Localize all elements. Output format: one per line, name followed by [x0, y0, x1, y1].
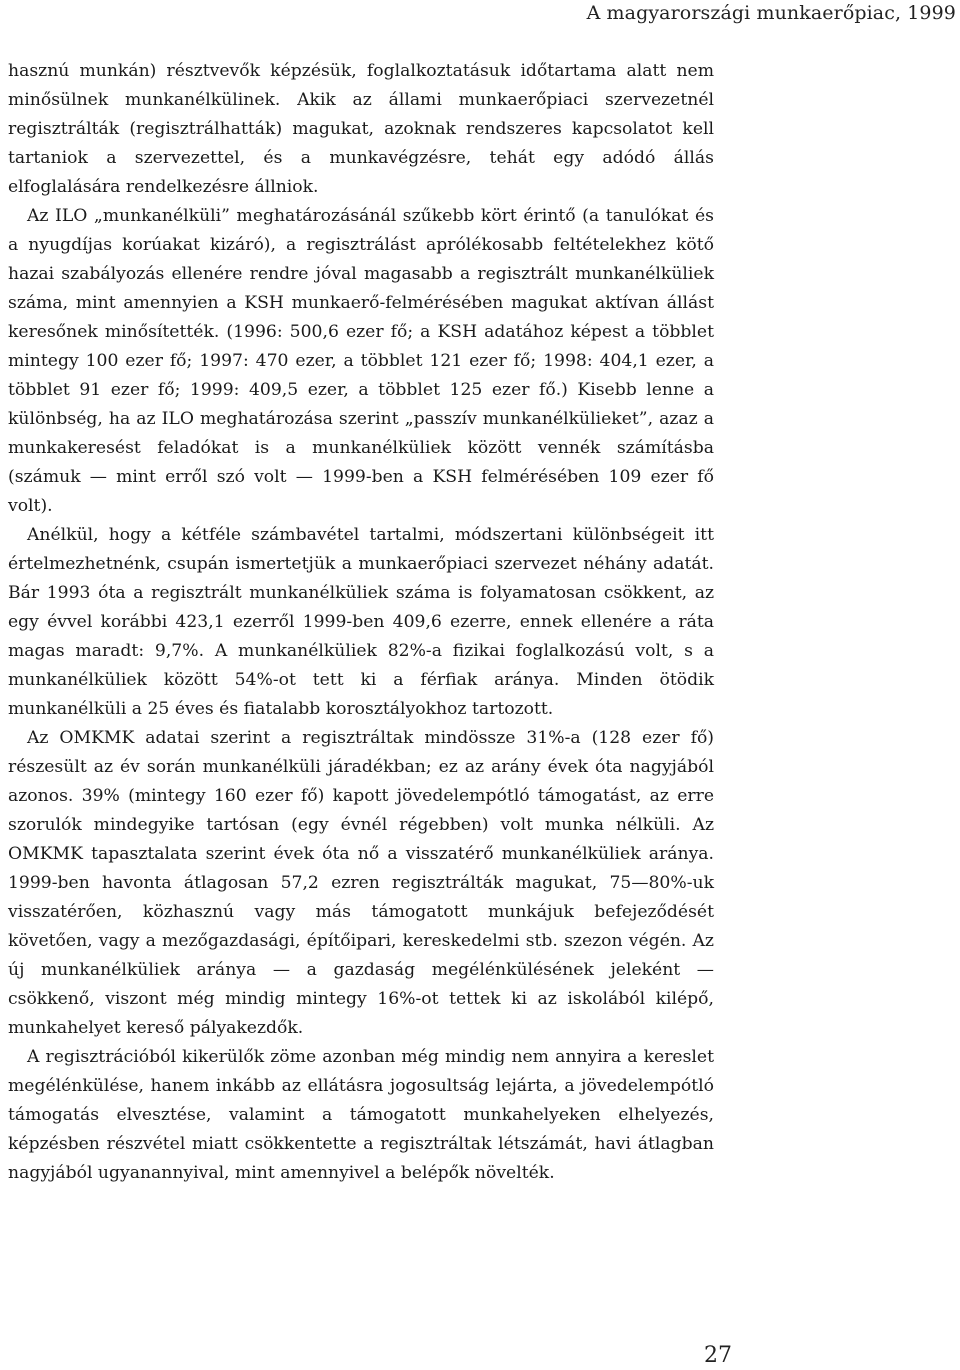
body-text — [8, 57, 714, 1188]
paragraph-omkmk-data: Az OMKMK adatai szerint a regisztráltak mindössze 31%-a (128 ezer fő) részesült az év során munkanélküli járadékban; ez az arány évek óta nagyjából azonos. 39% (mintegy 160 ezer fő) kapott jövedelempótló támogatást, az erre szorulók mindegyike tartósan (egy évnél régebben) volt munka nélküli. Az OMKMK tapasztalata szerint évek óta nő a visszatérő munkanélküliek aránya. 1999-ben havonta átlagosan 57,2 ezren regisztrálták magukat, 75—80%-uk visszatérően, közhasznú vagy más támogatott munkájuk befejeződését követően, vagy a mezőgazdasági, építőipari, kereskedelmi stb. szezon végén. Az új munkanélküliek aránya — a gazdaság megélénkülésének jeleként — csökkenő, viszont még mindig mintegy 16%-ot tettek ki az iskolából kilépő, munkahelyet kereső pályakezdők. — [8, 728, 714, 1038]
page-number: 27 — [704, 1343, 732, 1368]
paragraph-continuation: hasznú munkán) résztvevők képzésük, foglalkoztatásuk időtartama alatt nem minősülnek munkanélkülinek. Akik az állami munkaerőpiaci szervezetnél regisztrálták (regisztrálhatták) magukat, azoknak rendszeres kapcsolatot kell tartaniok a szervezettel, és a munkavégzésre, tehát egy adódó állás elfoglalására rendelkezésre állniok. — [8, 61, 714, 197]
paragraph-registration-data: Anélkül, hogy a kétféle számbavétel tartalmi, módszertani különbségeit itt értelmezhetnénk, csupán ismertetjük a munkaerőpiaci szervezet néhány adatát. Bár 1993 óta a regisztrált munkanélküliek száma is folyamatosan csökkent, az egy évvel korábbi 423,1 ezerről 1999-ben 409,6 ezerre, ennek ellenére a ráta magas maradt: 9,7%. A munkanélküliek 82%-a fizikai foglalkozású volt, s a munkanélküliek között 54%-ot tett ki a férfiak aránya. Minden ötödik munkanélküli a 25 éves és fiatalabb korosztályokhoz tartozott. — [8, 525, 714, 719]
paragraph-ilo-definition: Az ILO „munkanélküli” meghatározásánál szűkebb kört érintő (a tanulókat és a nyugdíjas korúakat kizáró), a regisztrálást aprólékosabb feltételekhez kötő hazai szabályozás ellenére rendre jóval magasabb a regisztrált munkanélküliek száma, mint amennyien a KSH munkaerő-felmérésében magukat aktívan állást keresőnek minősítették. (1996: 500,6 ezer fő; a KSH adatához képest a többlet mintegy 100 ezer fő; 1997: 470 ezer, a többlet 121 ezer fő; 1998: 404,1 ezer, a többlet 91 ezer fő; 1999: 409,5 ezer, a többlet 125 ezer fő.) Kisebb lenne a különbség, ha az ILO meghatározása szerint „passzív munkanélkülieket”, azaz a munkakeresést feladókat is a munkanélküliek között vennék számításba (számuk — mint erről szó volt — 1999-ben a KSH felmérésében 109 ezer fő volt). — [8, 206, 714, 516]
paragraph-exits: A regisztrációból kikerülők zöme azonban még mindig nem annyira a kereslet megélénkülése, hanem inkább az ellátásra jogosultság lejárta, a jövedelempótló támogatás elvesztése, valamint a támogatott munkahelyeken elhelyezés, képzésben részvétel miatt csökkentette a regisztráltak létszámát, havi átlagban nagyjából ugyanannyival, mint amennyivel a belépők növelték. — [8, 1047, 714, 1183]
running-header: A magyarországi munkaerőpiac, 1999 — [586, 2, 956, 24]
